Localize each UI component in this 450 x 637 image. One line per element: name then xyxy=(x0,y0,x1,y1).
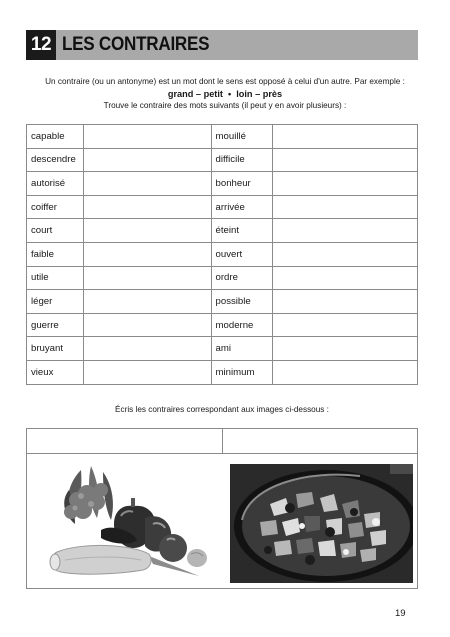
answer-cell[interactable] xyxy=(83,266,211,290)
table-row xyxy=(27,125,418,149)
ratatouille-pan-photo xyxy=(230,464,413,583)
word-cell: ouvert xyxy=(211,242,273,266)
answer-cell[interactable] xyxy=(83,148,211,172)
answer-cell[interactable] xyxy=(273,313,418,337)
table-row xyxy=(27,313,418,337)
answer-cell[interactable] xyxy=(273,266,418,290)
word-cell: ami xyxy=(211,337,273,361)
table-row xyxy=(27,219,418,243)
answer-cell[interactable] xyxy=(273,148,418,172)
answer-cell[interactable] xyxy=(273,290,418,314)
answer-cell[interactable] xyxy=(83,125,211,149)
images-row xyxy=(26,454,418,589)
word-cell: arrivée xyxy=(211,195,273,219)
table-row xyxy=(27,148,418,172)
table-row xyxy=(27,360,418,384)
word-cell: coiffer xyxy=(27,195,84,219)
word-cell: bonheur xyxy=(211,172,273,196)
answer-cell[interactable] xyxy=(273,360,418,384)
word-cell: faible xyxy=(27,242,84,266)
example-2: loin – près xyxy=(236,89,283,99)
word-cell: difficile xyxy=(211,148,273,172)
table-row xyxy=(27,172,418,196)
word-cell: capable xyxy=(27,125,84,149)
table-row xyxy=(27,337,418,361)
answer-cell[interactable] xyxy=(273,242,418,266)
word-cell: léger xyxy=(27,290,84,314)
word-cell: utile xyxy=(27,266,84,290)
word-cell: mouillé xyxy=(211,125,273,149)
section-number: 12 xyxy=(26,30,56,60)
intro-text xyxy=(26,76,424,112)
table-row xyxy=(27,266,418,290)
example-1: grand – petit xyxy=(167,89,223,99)
table-row xyxy=(27,195,418,219)
vegetables-photo xyxy=(41,460,211,584)
table-row xyxy=(27,290,418,314)
word-cell: guerre xyxy=(27,313,84,337)
answer-cell[interactable] xyxy=(273,219,418,243)
answer-cell[interactable] xyxy=(83,360,211,384)
word-cell: minimum xyxy=(211,360,273,384)
answer-cell[interactable] xyxy=(83,219,211,243)
answer-cell[interactable] xyxy=(273,172,418,196)
answer-cell[interactable] xyxy=(273,195,418,219)
word-cell: descendre xyxy=(27,148,84,172)
intro-examples xyxy=(26,88,424,100)
answer-cell[interactable] xyxy=(83,195,211,219)
intro-instruction: Trouve le contraire des mots suivants (il peut y en avoir plusieurs) : xyxy=(103,101,347,110)
word-cell: vieux xyxy=(27,360,84,384)
word-cell: bruyant xyxy=(27,337,84,361)
answer-cell[interactable] xyxy=(273,125,418,149)
answer-cell[interactable] xyxy=(83,290,211,314)
answer-cell[interactable] xyxy=(83,337,211,361)
page-number: 19 xyxy=(395,608,406,619)
word-cell: autorisé xyxy=(27,172,84,196)
answer-cell[interactable] xyxy=(273,337,418,361)
image-answer-cell-1[interactable] xyxy=(27,429,222,453)
answer-cell[interactable] xyxy=(83,313,211,337)
example-separator: • xyxy=(227,89,232,99)
table-row xyxy=(27,242,418,266)
intro-definition: Un contraire (ou un antonyme) est un mot dont le sens est opposé à celui d'un autre. Par exemple : xyxy=(45,77,405,86)
word-cell: moderne xyxy=(211,313,273,337)
section-title: LES CONTRAIRES xyxy=(62,34,210,55)
image-answer-cell-2[interactable] xyxy=(222,429,418,453)
word-cell: possible xyxy=(211,290,273,314)
word-cell: ordre xyxy=(211,266,273,290)
answer-cell[interactable] xyxy=(83,242,211,266)
word-cell: éteint xyxy=(211,219,273,243)
answer-cell[interactable] xyxy=(83,172,211,196)
image-answer-row xyxy=(26,428,418,454)
word-cell: court xyxy=(27,219,84,243)
word-table xyxy=(26,124,418,385)
section-header xyxy=(26,30,418,60)
images-prompt: Écris les contraires correspondant aux images ci-dessous : xyxy=(115,405,329,414)
